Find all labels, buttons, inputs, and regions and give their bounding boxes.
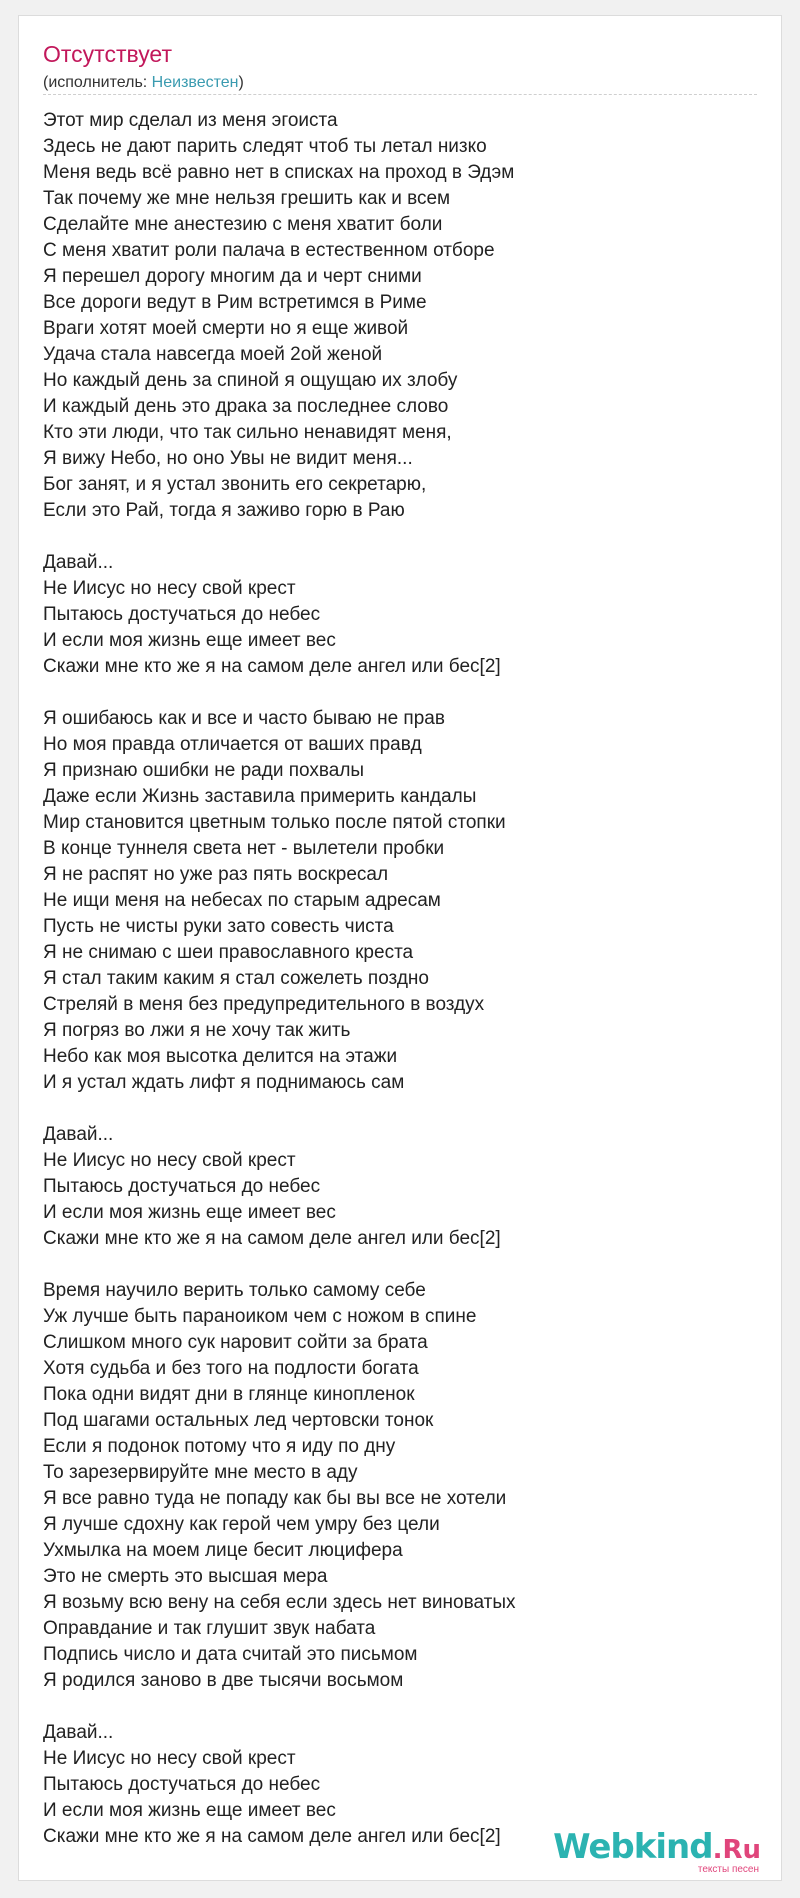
- lyric-line: Уж лучше быть параноиком чем с ножом в спине: [43, 1306, 477, 1327]
- lyric-line: Я перешел дорогу многим да и черт сними: [43, 266, 422, 287]
- lyric-line: Я признаю ошибки не ради похвалы: [43, 760, 365, 781]
- artist-link[interactable]: Неизвестен: [151, 74, 239, 91]
- lyric-line: Под шагами остальных лед чертовски тонок: [43, 1410, 434, 1431]
- lyric-line: И если моя жизнь еще имеет вес: [43, 1202, 336, 1223]
- artist-suffix: ): [238, 74, 244, 91]
- lyric-line: В конце туннеля света нет - вылетели пробки: [43, 838, 445, 859]
- lyric-line: И если моя жизнь еще имеет вес: [43, 1800, 336, 1821]
- lyric-line: Если я подонок потому что я иду по дну: [43, 1436, 396, 1457]
- lyric-line: Это не смерть это высшая мера: [43, 1566, 328, 1587]
- lyric-line: И каждый день это драка за последнее слово: [43, 396, 449, 417]
- lyric-line: С меня хватит роли палача в естественном отборе: [43, 240, 495, 261]
- lyric-line: Не Иисус но несу свой крест: [43, 1150, 296, 1171]
- stanza-gap: [43, 1096, 516, 1122]
- artist-prefix: (исполнитель:: [43, 74, 152, 91]
- lyric-line: Даже если Жизнь заставила примерить кандалы: [43, 786, 477, 807]
- lyrics-page: [18, 15, 782, 1881]
- lyric-line: Удача стала навсегда моей 2ой женой: [43, 344, 383, 365]
- lyric-line: Скажи мне кто же я на самом деле ангел или бес[2]: [43, 1228, 501, 1249]
- lyric-line: Не Иисус но несу свой крест: [43, 578, 296, 599]
- lyric-line: Все дороги ведут в Рим встретимся в Риме: [43, 292, 427, 313]
- lyric-line: Я лучше сдохну как герой чем умру без цели: [43, 1514, 440, 1535]
- lyric-line: Слишком много сук наровит сойти за брата: [43, 1332, 428, 1353]
- lyric-line: Давай...: [43, 1124, 114, 1145]
- lyric-line: Я стал таким каким я стал сожелеть поздно: [43, 968, 429, 989]
- lyric-line: Я вижу Небо, но оно Увы не видит меня...: [43, 448, 413, 469]
- lyric-line: Если это Рай, тогда я заживо горю в Раю: [43, 500, 405, 521]
- lyric-line: Давай...: [43, 1722, 114, 1743]
- lyrics-text: [43, 108, 516, 1850]
- stanza-gap: [43, 680, 516, 706]
- artist-line: [43, 75, 244, 91]
- lyric-line: Я родился заново в две тысячи восьмом: [43, 1670, 404, 1691]
- lyric-line: Так почему же мне нельзя грешить как и всем: [43, 188, 451, 209]
- logo-wordmark: [553, 1827, 761, 1867]
- lyric-line: Не Иисус но несу свой крест: [43, 1748, 296, 1769]
- lyric-line: Я не распят но уже раз пять воскресал: [43, 864, 389, 885]
- stanza-gap: [43, 1252, 516, 1278]
- lyric-line: Подпись число и дата считай это письмом: [43, 1644, 418, 1665]
- lyric-line: Здесь не дают парить следят чтоб ты летал низко: [43, 136, 487, 157]
- lyric-line: Пытаюсь достучаться до небес: [43, 1774, 321, 1795]
- lyric-line: Оправдание и так глушит звук набата: [43, 1618, 376, 1639]
- lyric-line: Хотя судьба и без того на подлости богата: [43, 1358, 419, 1379]
- song-title: Отсутствует: [43, 41, 172, 67]
- lyric-line: Пусть не чисты руки зато совесть чиста: [43, 916, 394, 937]
- lyric-line: Но моя правда отличается от ваших правд: [43, 734, 422, 755]
- lyric-line: Стреляй в меня без предупредительного в воздух: [43, 994, 485, 1015]
- lyric-line: Давай...: [43, 552, 114, 573]
- lyric-line: Пока одни видят дни в глянце кинопленок: [43, 1384, 415, 1405]
- lyric-line: Время научило верить только самому себе: [43, 1280, 426, 1301]
- lyric-line: Но каждый день за спиной я ощущаю их злобу: [43, 370, 458, 391]
- lyric-line: Пытаюсь достучаться до небес: [43, 604, 321, 625]
- site-logo[interactable]: [553, 1827, 761, 1875]
- logo-tld: .Ru: [712, 1835, 761, 1865]
- lyric-line: Не ищи меня на небесах по старым адресам: [43, 890, 441, 911]
- lyric-line: Я ошибаюсь как и все и часто бываю не прав: [43, 708, 445, 729]
- lyric-line: Я погряз во лжи я не хочу так жить: [43, 1020, 351, 1041]
- stanza-gap: [43, 524, 516, 550]
- divider: [43, 94, 757, 95]
- lyric-line: И я устал ждать лифт я поднимаюсь сам: [43, 1072, 405, 1093]
- lyric-line: Ухмылка на моем лице бесит люцифера: [43, 1540, 403, 1561]
- lyric-line: Я возьму всю вену на себя если здесь нет виноватых: [43, 1592, 516, 1613]
- lyric-line: Пытаюсь достучаться до небес: [43, 1176, 321, 1197]
- lyric-line: Скажи мне кто же я на самом деле ангел или бес[2]: [43, 656, 501, 677]
- lyric-line: Я не снимаю с шеи православного креста: [43, 942, 414, 963]
- lyric-line: Скажи мне кто же я на самом деле ангел или бес[2]: [43, 1826, 501, 1847]
- lyric-line: Я все равно туда не попаду как бы вы все не хотели: [43, 1488, 507, 1509]
- lyric-line: То зарезервируйте мне место в аду: [43, 1462, 358, 1483]
- lyric-line: Мир становится цветным только после пятой стопки: [43, 812, 506, 833]
- lyric-line: И если моя жизнь еще имеет вес: [43, 630, 336, 651]
- lyric-line: Сделайте мне анестезию с меня хватит боли: [43, 214, 443, 235]
- logo-tagline: тексты песен: [697, 1864, 759, 1875]
- logo-name: Webkind: [553, 1827, 713, 1867]
- lyric-line: Небо как моя высотка делится на этажи: [43, 1046, 398, 1067]
- lyric-line: Враги хотят моей смерти но я еще живой: [43, 318, 409, 339]
- stanza-gap: [43, 1694, 516, 1720]
- lyric-line: Этот мир сделал из меня эгоиста: [43, 110, 338, 131]
- lyric-line: Кто эти люди, что так сильно ненавидят меня,: [43, 422, 452, 443]
- lyric-line: Бог занят, и я устал звонить его секретарю,: [43, 474, 427, 495]
- lyric-line: Меня ведь всё равно нет в списках на проход в Эдэм: [43, 162, 515, 183]
